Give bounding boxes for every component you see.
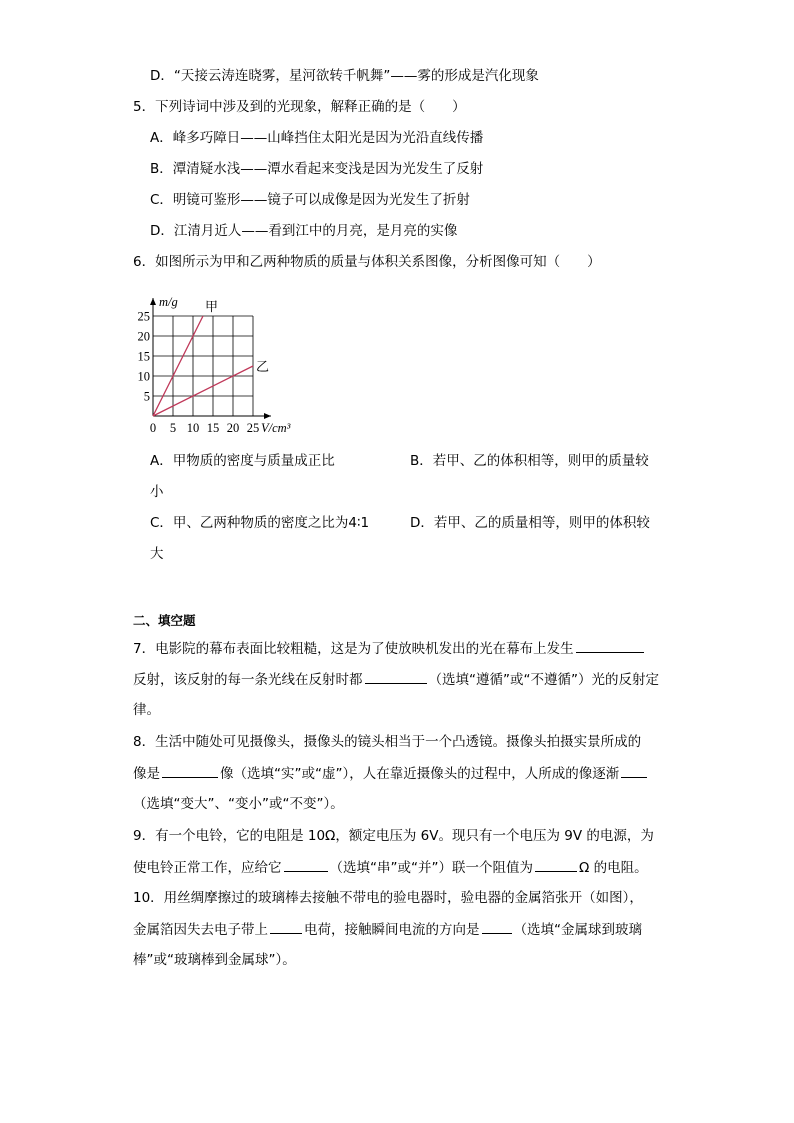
y-axis-label: m/g	[159, 295, 178, 309]
q7-blank1[interactable]	[576, 638, 644, 653]
series-line-2	[153, 366, 253, 416]
q10-text1: 金属箔因失去电子带上	[133, 922, 268, 938]
y-tick-label: 25	[137, 309, 150, 324]
y-axis-arrow	[150, 298, 156, 305]
x-tick-label: 15	[206, 421, 220, 435]
q10-line2	[133, 919, 642, 940]
x-tick-label: 0	[149, 421, 157, 435]
q7-text1: 7．电影院的幕布表面比较粗糙，这是为了使放映机发出的光在幕布上发生	[133, 641, 574, 657]
q6-option-d-wrap: 大	[150, 546, 164, 562]
q10-blank1[interactable]	[270, 919, 302, 934]
q10-text2: 电荷，接触瞬间电流的方向是	[304, 922, 480, 938]
q10-blank2[interactable]	[482, 919, 512, 934]
chart-series	[153, 299, 269, 416]
series-label-1: 甲	[205, 299, 219, 314]
q9-text3: Ω 的电阻。	[578, 860, 648, 876]
q7-text3: （选填“遵循”或“不遵循”）光的反射定	[428, 672, 659, 688]
q10-line1: 10．用丝绸摩擦过的玻璃棒去接触不带电的验电器时，验电器的金属箔张开（如图），	[133, 890, 643, 906]
q9-line1: 9．有一个电铃，它的电阻是 10Ω，额定电压为 6V。现只有一个电压为 9V 的电源，为	[133, 828, 654, 844]
q9-blank2[interactable]	[535, 857, 577, 872]
series-label-2: 乙	[256, 359, 270, 374]
mass-volume-chart	[137, 286, 310, 436]
q5-option-c: C．明镜可鉴形——镜子可以成像是因为光发生了折射	[150, 192, 470, 208]
q8-text2: 像（选填“实”或“虚”），人在靠近摄像头的过程中，人所成的像逐渐	[220, 766, 620, 782]
y-tick-label: 5	[143, 389, 150, 404]
q9-blank1[interactable]	[284, 857, 328, 872]
q6-stem: 6．如图所示为甲和乙两种物质的质量与体积关系图像，分析图像可知（ ）	[133, 254, 601, 270]
q8-line3: （选填“变大”、“变小”或“不变”）。	[133, 796, 344, 812]
q7-line1	[133, 638, 646, 659]
q7-text2: 反射，该反射的每一条光线在反射时都	[133, 672, 363, 688]
q9-text2: （选填“串”或“并”）联一个阻值为	[329, 860, 533, 876]
q6-option-d: D．若甲、乙的质量相等，则甲的体积较	[410, 515, 650, 531]
q8-line1: 8．生活中随处可见摄像头，摄像头的镜头相当于一个凸透镜。摄像头拍摄实景所成的	[133, 734, 642, 750]
q8-blank2[interactable]	[621, 763, 647, 778]
q4-option-d: D．“天接云涛连晓雾，星河欲转千帆舞”——雾的形成是汽化现象	[150, 68, 539, 84]
q6-option-b-wrap: 小	[150, 484, 164, 500]
q10-line3: 棒”或“玻璃棒到金属球”）。	[133, 952, 296, 968]
q5-option-a: A．峰多巧障日——山峰挡住太阳光是因为光沿直线传播	[150, 130, 484, 146]
x-tick-label: 20	[226, 421, 240, 435]
x-axis-arrow	[264, 413, 271, 419]
q9-text1: 使电铃正常工作，应给它	[133, 860, 282, 876]
q5-option-b: B．潭清疑水浅——潭水看起来变浅是因为光发生了反射	[150, 161, 484, 177]
x-tick-label: 10	[186, 421, 200, 435]
section-title: 二、填空题	[133, 613, 196, 628]
y-tick-label: 10	[137, 369, 150, 384]
x-axis-label: V/cm³	[261, 421, 291, 435]
q8-text1: 像是	[133, 766, 160, 782]
q5-stem: 5．下列诗词中涉及到的光现象，解释正确的是（ ）	[133, 99, 466, 115]
series-line-1	[153, 316, 203, 416]
y-tick-label: 20	[137, 329, 150, 344]
chart-grid	[153, 316, 253, 416]
q9-line2	[133, 857, 648, 878]
q6-option-c: C．甲、乙两种物质的密度之比为4∶1	[150, 515, 370, 531]
q6-option-b: B．若甲、乙的体积相等，则甲的质量较	[410, 453, 649, 469]
x-tick-label: 25	[246, 421, 260, 435]
y-tick-label: 15	[137, 349, 150, 364]
q8-line2	[133, 763, 649, 784]
q6-option-a: A．甲物质的密度与质量成正比	[150, 453, 335, 469]
q8-blank1[interactable]	[162, 763, 218, 778]
q5-option-d: D．江清月近人——看到江中的月亮，是月亮的实像	[150, 223, 458, 239]
q10-text3: （选填“金属球到玻璃	[513, 922, 642, 938]
q7-line2	[133, 669, 659, 690]
q7-blank2[interactable]	[365, 669, 427, 684]
x-tick-label: 5	[169, 421, 177, 435]
q7-line3: 律。	[133, 702, 160, 718]
